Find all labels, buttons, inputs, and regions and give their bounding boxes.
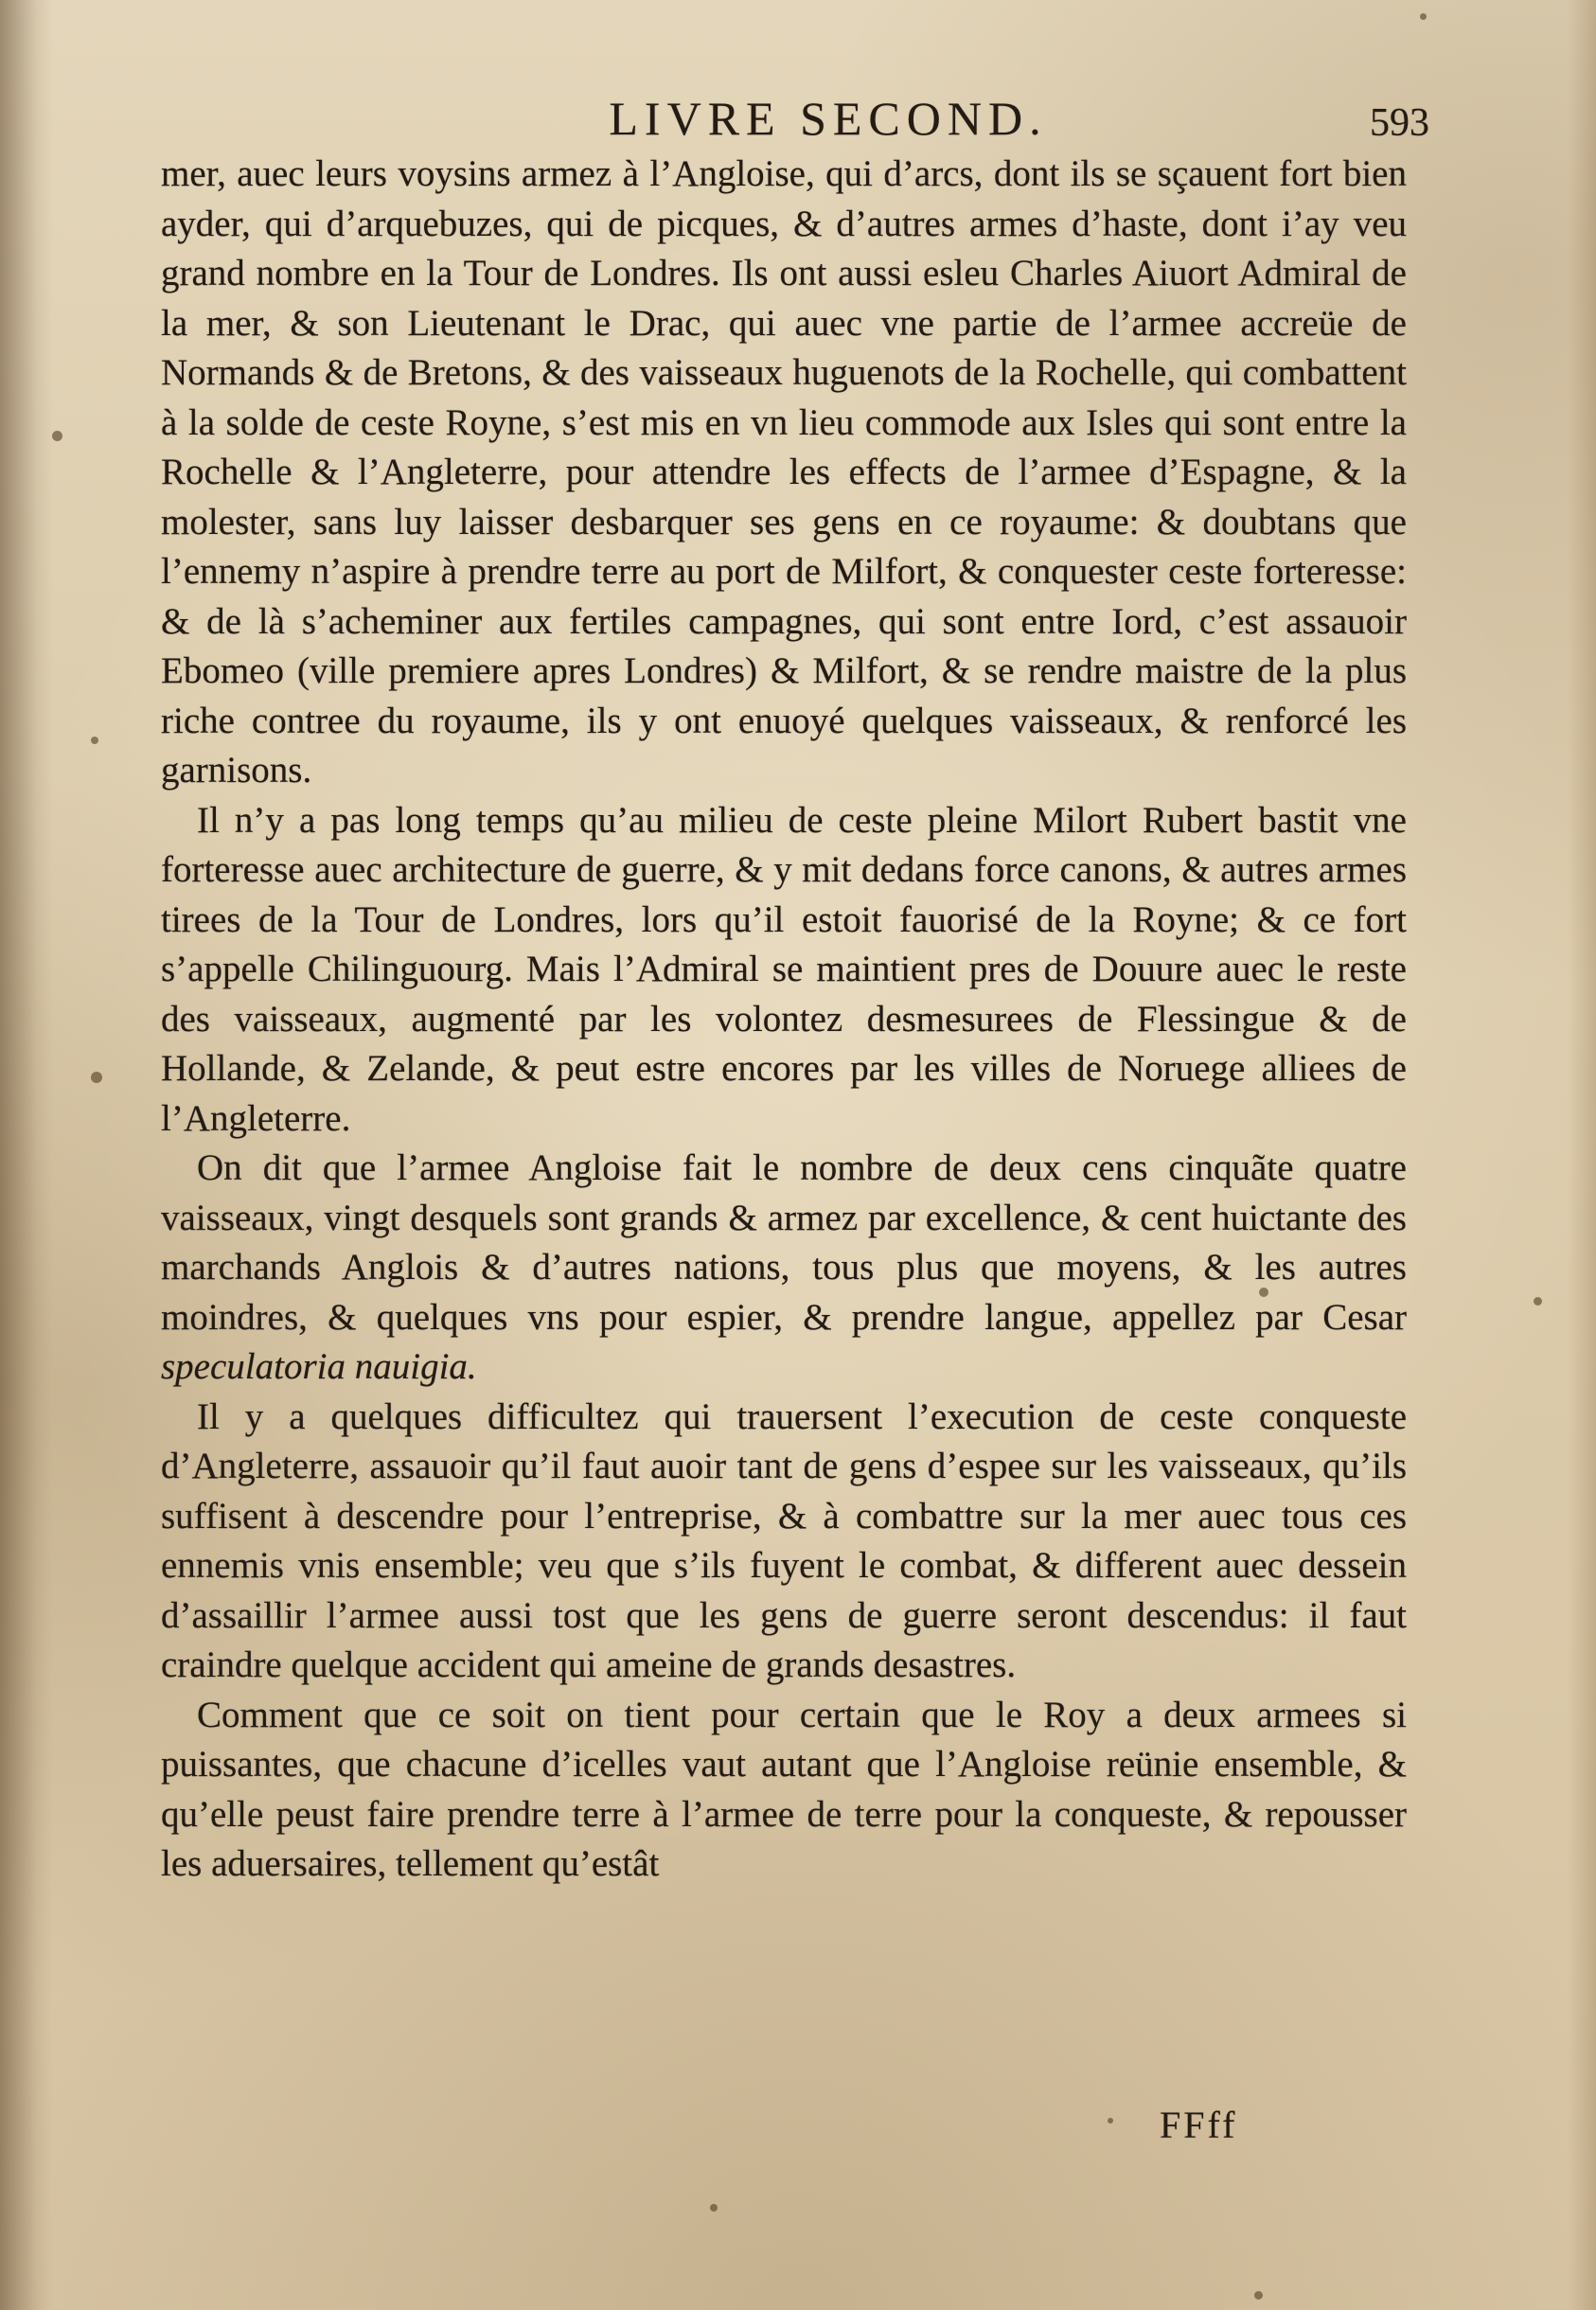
binding-gutter-shadow xyxy=(0,0,53,2310)
ink-spot xyxy=(1420,13,1427,20)
paragraph-3 xyxy=(161,1144,1407,1393)
ink-spot xyxy=(1254,2291,1263,2300)
paragraph-5: Comment que ce soit on tient pour certain que le Roy a deux armees si puissantes, que chacune d’icelles vaut autant que l’Angloise reünie ensemble, & qu’elle peust faire prendre terre à l’armee de terre pour la conqueste, & repousser les aduersaires, tellement qu’estât xyxy=(161,1694,1407,1884)
ink-spot xyxy=(91,737,98,744)
ink-spot xyxy=(710,2204,718,2212)
page-number: 593 xyxy=(1370,101,1429,145)
paragraph-1: mer, auec leurs voysins armez à l’Angloise, qui d’arcs, dont ils se sçauent fort bien ayder, qui d’arquebuzes, qui de picques, & d’autres armes d’haste, dont i’ay veu grand nombre en la Tour de Londres. Ils ont aussi esleu Charles Aiuort Admiral de la mer, & son Lieutenant le Drac, qui auec vne partie de l’armee accreüe de Normands & de Bretons, & des vaisseaux huguenots de la Rochelle, qui combattent à la solde de ceste Royne, s’est mis en vn lieu commode aux Isles qui sont entre la Rochelle & l’Angleterre, pour attendre les effects de l’armee d’Espagne, & la molester, sans luy laisser desbarquer ses gens en ce royaume: & doubtans que l’ennemy n’aspire à prendre terre au port de Milfort, & conquester ceste forteresse: & de là s’acheminer aux fertiles campagnes, qui sont entre Iord, c’est assauoir Ebomeo (ville premiere apres Londres) & Milfort, & se rendre maistre de la plus riche contree du royaume, ils y ont enuoyé quelques vaisseaux, & renforcé les garnisons. xyxy=(161,153,1407,791)
ink-spot xyxy=(1108,2118,1113,2123)
paragraph-3-text: On dit que l’armee Angloise fait le nombre de deux cens cinquãte quatre vaisseaux, vingt desquels sont grands & armez par excellence, & cent huictante des marchands Anglois & d’autres nations, tous plus que moyens, & les autres moindres, & quelques vns pour espier, & prendre langue, appellez par Cesar xyxy=(161,1147,1407,1338)
ink-spot xyxy=(52,431,62,441)
paragraph-4: Il y a quelques difficultez qui trauersent l’execution de ceste conqueste d’Angleterre, assauoir qu’il faut auoir tant de gens d’espee sur les vaisseaux, qu’ils suffisent à descendre pour l’entreprise, & à combattre sur la mer auec tous ces ennemis vnis ensemble; veu que s’ils fuyent le combat, & different auec dessein d’assaillir l’armee aussi tost que les gens de guerre seront descendus: il faut craindre quelque accident qui ameine de grands desastres. xyxy=(161,1395,1407,1685)
ink-spot xyxy=(91,1072,102,1083)
latin-quotation: speculatoria nauigia. xyxy=(161,1346,477,1387)
paragraph-2: Il n’y a pas long temps qu’au milieu de ceste pleine Milort Rubert bastit vne forteresse auec architecture de guerre, & y mit dedans force canons, & autres armes tirees de la Tour de Londres, lors qu’il estoit fauorisé de la Royne; & ce fort s’appelle Chilinguourg. Mais l’Admiral se maintient pres de Douure auec le reste des vaisseaux, augmenté par les volontez desmesurees de Flessingue & de Hollande, & Zelande, & peut estre encores par les villes de Noruege alliees de l’Angleterre. xyxy=(161,799,1407,1139)
ink-spot xyxy=(1534,1297,1542,1306)
body-text xyxy=(161,150,1407,1890)
running-head: LIVRE SECOND. xyxy=(609,92,1048,145)
page-edge-shadow xyxy=(1568,0,1596,2310)
signature-mark: FFff xyxy=(1160,2104,1238,2146)
